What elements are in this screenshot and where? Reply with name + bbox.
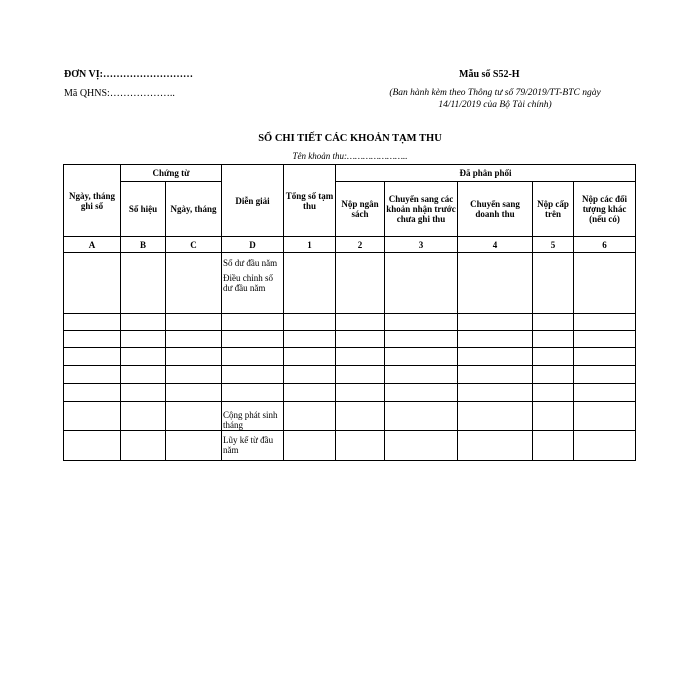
table-row [64,253,636,314]
code-cell: D [222,237,284,253]
account-name-line: Tên khoản thu:………………….. [292,151,408,161]
table-row [64,314,636,331]
col-budget: Nộp ngân sách [336,182,385,237]
ledger-table [63,164,636,461]
page-title: SỔ CHI TIẾT CÁC KHOẢN TẠM THU [258,133,442,144]
adjust-opening-label: Điều chỉnh số dư đầu năm [223,273,273,293]
col-transfer-revenue: Chuyển sang doanh thu [458,182,533,237]
code-cell: B [121,237,166,253]
code-cell: 2 [336,237,385,253]
header-row-2 [64,182,636,237]
regulation-note-line-2: 14/11/2019 của Bộ Tài chính) [438,100,552,110]
table-row [64,402,636,431]
code-cell: C [166,237,222,253]
col-voucher-no: Số hiệu [121,182,166,237]
col-description: Diễn giải [222,165,284,237]
regulation-note-line-1: (Ban hành kèm theo Thông tư số 79/2019/TT-BTC ngày [389,88,601,98]
col-upper-level: Nộp cấp trên [533,182,574,237]
description-cell [222,253,284,314]
code-cell: 4 [458,237,533,253]
code-cell: 5 [533,237,574,253]
code-row [64,237,636,253]
table-row [64,348,636,366]
ytd-total-label: Lũy kế từ đầu năm [222,431,284,461]
col-other: Nộp các đối tượng khác (nếu có) [574,182,636,237]
col-transfer-pending: Chuyển sang các khoản nhận trước chưa ghi thu [385,182,458,237]
code-cell: 3 [385,237,458,253]
table-row [64,431,636,461]
table-row [64,331,636,348]
col-date-recorded: Ngày, tháng ghi sổ [64,165,121,237]
form-number: Mẫu số S52-H [459,69,520,80]
col-voucher-date: Ngày, tháng [166,182,222,237]
monthly-total-label: Cộng phát sinh tháng [222,402,284,431]
code-cell: 6 [574,237,636,253]
code-cell: A [64,237,121,253]
table-row [64,366,636,384]
table-row [64,384,636,402]
header-row-1 [64,165,636,182]
unit-label: ĐƠN VỊ:……………………… [64,69,193,80]
regulation-note [370,87,620,111]
qhns-label: Mã QHNS:……………….. [64,88,175,99]
group-voucher: Chứng từ [121,165,222,182]
opening-balance-label: Số dư đầu năm [223,258,278,268]
group-allocated: Đã phân phối [336,165,636,182]
col-total: Tổng số tạm thu [284,165,336,237]
code-cell: 1 [284,237,336,253]
